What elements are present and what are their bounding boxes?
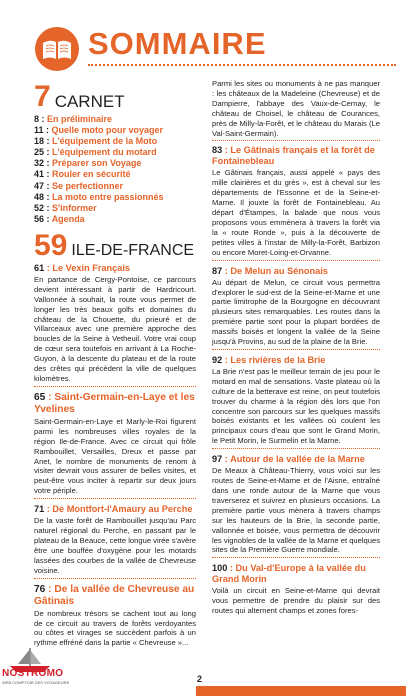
divider <box>212 260 380 261</box>
route-heading[interactable]: 92 : Les rivières de la Brie <box>212 354 326 365</box>
route-description-continued: Parmi les sites ou monuments à ne pas manquer : les châteaux de la Madeleine (Chevreuse) et de Dampierre, l'abbaye des Vaux-de-Cernay, le château de Choisel, le château de Courances, près de Milly-la-Forêt, et le château du Marais (Le Val-Saint-Germain). <box>212 79 380 138</box>
route-heading[interactable]: 83 : Le Gâtinais français et la forêt de Fontainebleau <box>212 145 375 167</box>
section-carnet-header <box>34 82 196 112</box>
header-divider <box>88 64 396 66</box>
route-description: En partance de Cergy-Pontoise, ce parcours devient intéressant à partir de Hardricourt. Vallonnée à souhait, la route vous permet de longer les très beaux golfs et domaines du château de la Chouette, du prieuré et de Villarceaux avec une première approche des boucles de la Seine à Vetheuil. Votre vrai coup de cœur sera toutefois en arrivant à La Roche-Guyon, à la descente du plateau et de la route des crêtes qui précèdent la ville de quelques kilomètres. <box>34 274 196 383</box>
open-book-icon <box>34 26 80 72</box>
section-number: 7 <box>34 80 51 113</box>
toc-item[interactable]: 47 : Se perfectionner <box>34 180 124 191</box>
section-title: CARNET <box>54 92 125 111</box>
route-entry <box>34 584 196 649</box>
route-heading[interactable]: 97 : Autour de la vallée de la Marne <box>212 454 365 465</box>
route-heading[interactable]: 100 : Du Val-d'Europe à la vallée du Grand Morin <box>212 563 366 585</box>
route-description: Saint-Germain-en-Laye et Marly-le-Roi figurent parmi les nombreuses villes royales de la région Ile-de-France. Avec ce circuit qui frôle Rambouillet, Versailles, Dreux et passe par Anet, le nombre de monuments de renom à visiter devrait vous assurer de belles visites, et peut-être vous inciter à repartir sur deux jours votre périple. <box>34 416 196 496</box>
route-heading[interactable]: 87 : De Melun au Sénonais <box>212 265 328 276</box>
header <box>34 24 396 74</box>
divider <box>212 140 380 141</box>
route-entry <box>212 145 380 260</box>
route-description: Le Gâtinais français, aussi appelé « pays des mille clairières et du grès », est à cheval sur les départements de l'Essonne et de la Seine-et-Marne. Il jouxte la forêt de Fontainebleau. Au départ d'Étampes, la balade que nous vous proposons vous emmènera à travers la forêt via la « route Ronde », puis à la découverte de petites villes à l'instar de Milly-la-Forêt, Barbizon ou encore Moret-Loing-et-Orvanne. <box>212 168 380 257</box>
toc-item[interactable]: 52 : S'informer <box>34 202 97 213</box>
route-entry <box>34 392 196 499</box>
toc-item[interactable]: 11 : Quelle moto pour voyager <box>34 125 164 136</box>
route-description: Voilà un circuit en Seine-et-Marne qui devrait vous permettre de prendre du plaisir sur des routes qui alternent champs et zones fores- <box>212 586 380 616</box>
divider <box>34 578 196 579</box>
route-entry <box>212 355 380 449</box>
route-entry <box>34 263 196 387</box>
toc-item[interactable]: 32 : Préparer son Voyage <box>34 158 142 169</box>
route-heading[interactable]: 65 : Saint-Germain-en-Laye et les Yvelines <box>34 391 195 415</box>
route-description: De nombreux trésors se cachent tout au long de ce circuit au travers de forêts verdoyantes ou côtes et virages se succèdent parfois à un rythme effréné dans la partie « Chevreuse »... <box>34 608 196 648</box>
divider <box>34 386 196 387</box>
divider <box>212 349 380 350</box>
section-number: 59 <box>34 228 68 262</box>
divider <box>34 498 196 499</box>
route-entry <box>212 266 380 350</box>
toc-item[interactable]: 48 : La moto entre passionnés <box>34 191 164 202</box>
route-entry <box>34 504 196 578</box>
route-heading[interactable]: 71 : De Montfort-l'Amaury au Perche <box>34 504 193 515</box>
toc-item[interactable]: 41 : Rouler en sécurité <box>34 169 131 180</box>
toc-item[interactable]: 8 : En préliminaire <box>34 114 113 124</box>
right-column <box>212 78 380 621</box>
page-number: 2 <box>197 674 203 684</box>
route-description: De Meaux à Château-Thierry, vous voici sur les routes de Seine-et-Marne et de l'Aisne, entraîné dans une ronde autour de la Marne que vous traverserez et suivrez en plusieurs occasions. La première partie vous mènera à travers champs sur les hauteurs de la Brie, la seconde partie, vallonnée et boisée, vous permettra de découvrir les vignobles de la vallée de la Marne et quelques sites de la Première Guerre mondiale. <box>212 466 381 555</box>
route-description: La Brie n'est pas le meilleur terrain de jeu pour le motard en mal de sensations. Vaste plateau où la culture de la betterave est reine, on peut toutefois trouver du charme à la région dès lors que l'on concentre son parcours sur les quelques massifs boisés existants et les vallées où coulent les principaux cours d'eau que sont le Grand Morin, le Petit Morin, le Surmelin et la Marne. <box>212 366 380 446</box>
toc-item[interactable]: 25 : L'équipement du motard <box>34 147 157 158</box>
toc-item[interactable]: 56 : Agenda <box>34 213 85 224</box>
section-idf-header <box>34 228 196 262</box>
divider <box>212 448 380 449</box>
logo-name: NOSTROMO <box>2 668 64 679</box>
route-heading[interactable]: 61 : Le Vexin Français <box>34 262 131 273</box>
carnet-toc-list <box>34 114 196 225</box>
logo-tagline: WEB COMPTOIR DES VOYAGEURS <box>2 680 70 685</box>
route-heading[interactable]: 76 : De la vallée de Chevreuse au Gâtinais <box>34 583 195 607</box>
section-title: ILE-DE-FRANCE <box>71 241 195 259</box>
footer-accent-bar <box>196 686 406 696</box>
toc-item[interactable]: 18 : L'équipement de la Moto <box>34 136 158 147</box>
route-description: Au départ de Melun, ce circuit vous permettra d'explorer le sud-est de la Seine-et-Marne et une partie limitrophe de la Bourgogne en découvrant plusieurs sites remarquables. Les routes dans la première partie sont pour la plupart bordées de massifs boisés et longent la vallée de la Seine jusqu'à Provins, au sud de la plaine de la Brie. <box>212 277 380 347</box>
left-column <box>34 80 196 653</box>
divider <box>212 557 380 558</box>
page-title: SOMMAIRE <box>88 26 267 61</box>
route-description: De la vaste forêt de Rambouillet jusqu'au Parc naturel régional du Perche, en passant par le plateau de la Beauce, cette longue virée s'avère être une bouffée d'oxygène pour les motards lassées des courbes de la vallée de Chevreuse voisine. <box>34 516 196 575</box>
route-entry <box>212 454 380 558</box>
route-entry <box>212 563 380 616</box>
